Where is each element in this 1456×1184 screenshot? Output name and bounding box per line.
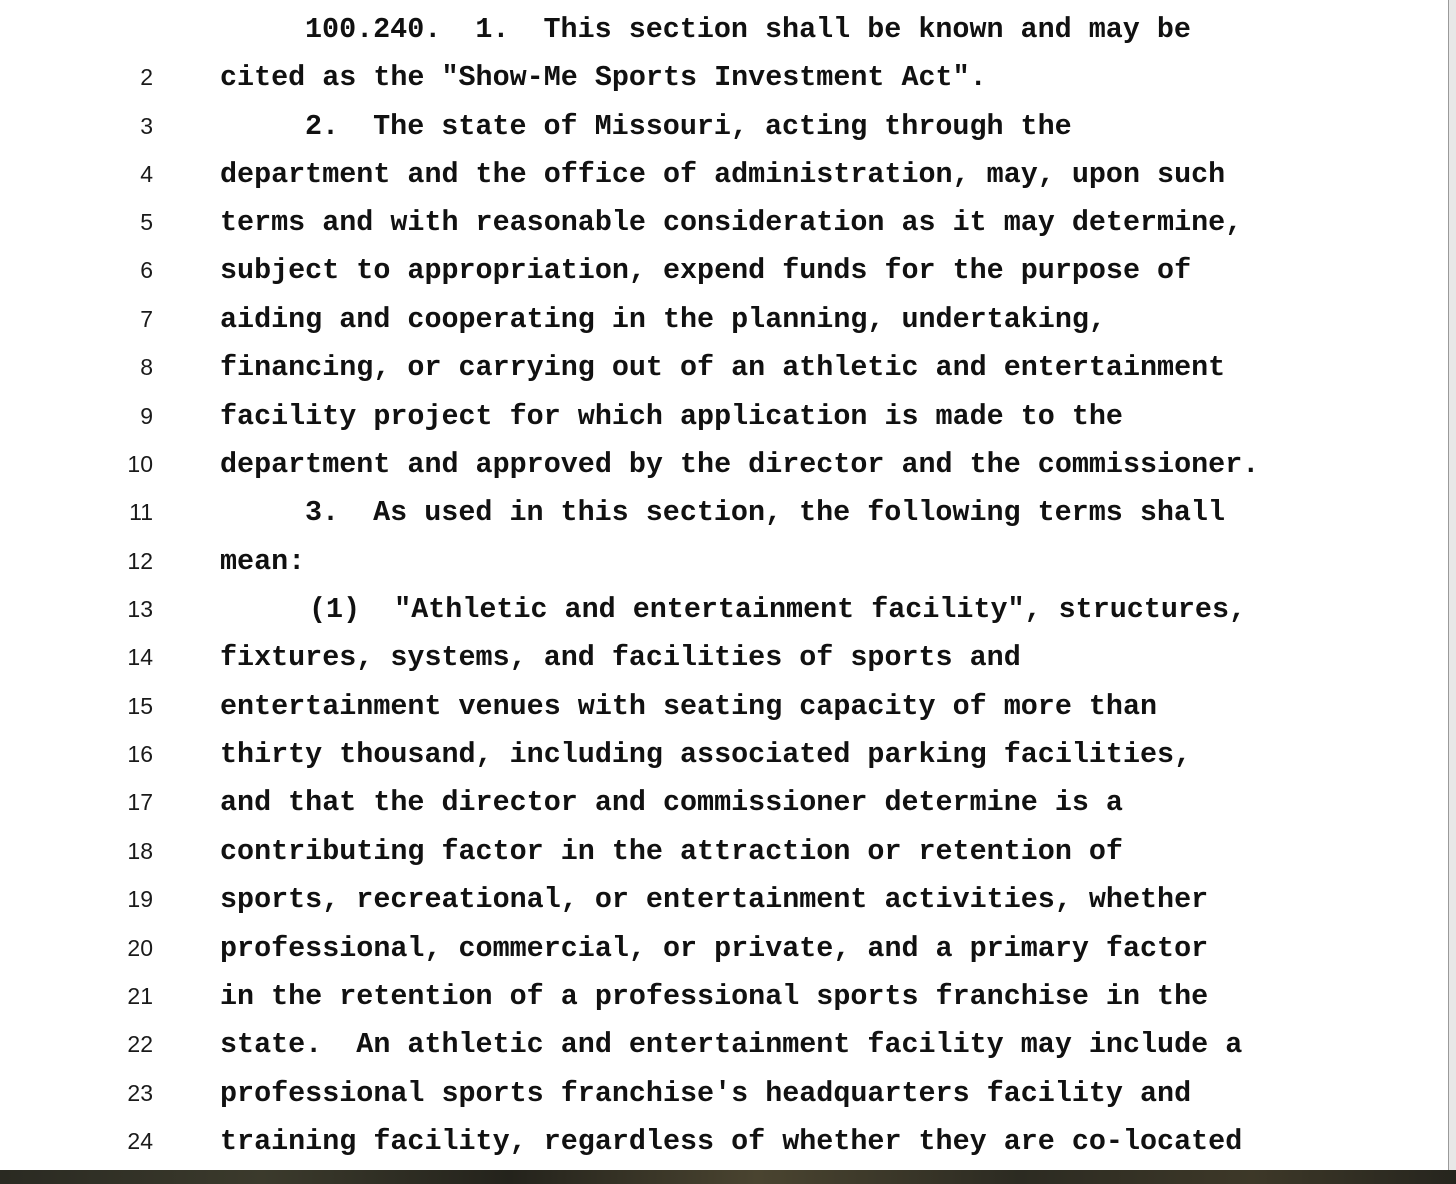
line-number: 18 <box>127 838 153 864</box>
line-number: 17 <box>127 789 153 815</box>
background-strip <box>0 1170 1456 1184</box>
line-number: 19 <box>127 886 153 912</box>
text-line <box>0 4 1440 52</box>
line-number: 15 <box>127 693 153 719</box>
text-line <box>0 923 1440 971</box>
line-number: 22 <box>127 1031 153 1057</box>
line-number: 23 <box>127 1080 153 1106</box>
text-line <box>0 52 1440 100</box>
line-text: subject to appropriation, expend funds for the purpose of <box>220 254 1192 287</box>
text-line <box>0 874 1440 922</box>
line-number: 13 <box>127 596 153 622</box>
line-number: 7 <box>140 306 153 332</box>
line-number: 14 <box>127 644 153 670</box>
line-text: professional sports franchise's headquarters facility and <box>220 1077 1192 1110</box>
line-number: 21 <box>127 983 153 1009</box>
text-line <box>0 777 1440 825</box>
line-text: thirty thousand, including associated parking facilities, <box>220 738 1192 771</box>
line-text: sports, recreational, or entertainment activities, whether <box>220 883 1209 916</box>
line-text: fixtures, systems, and facilities of sports and <box>220 641 1021 674</box>
line-number: 9 <box>140 403 153 429</box>
line-text: state. An athletic and entertainment facility may include a <box>220 1028 1243 1061</box>
line-number: 11 <box>129 499 153 525</box>
line-number: 16 <box>127 741 153 767</box>
page-edge <box>1449 0 1456 1170</box>
line-text: cited as the "Show-Me Sports Investment Act". <box>220 61 987 94</box>
line-text: professional, commercial, or private, and a primary factor <box>220 932 1209 965</box>
text-line <box>0 632 1440 680</box>
line-number: 5 <box>140 209 153 235</box>
text-line <box>0 681 1440 729</box>
line-text: contributing factor in the attraction or retention of <box>220 835 1123 868</box>
text-line <box>0 294 1440 342</box>
line-number: 2 <box>140 64 153 90</box>
text-line <box>0 197 1440 245</box>
line-text: in the retention of a professional sports franchise in the <box>220 980 1209 1013</box>
text-line <box>0 536 1440 584</box>
text-line <box>0 149 1440 197</box>
line-text: 2. The state of Missouri, acting through the <box>305 110 1072 143</box>
line-text: financing, or carrying out of an athletic and entertainment <box>220 351 1226 384</box>
line-text: 100.240. 1. This section shall be known and may be <box>305 13 1191 46</box>
line-text: entertainment venues with seating capacity of more than <box>220 690 1158 723</box>
text-line <box>0 245 1440 293</box>
text-line <box>0 971 1440 1019</box>
text-line <box>0 101 1440 149</box>
text-line <box>0 439 1440 487</box>
line-number: 3 <box>140 113 153 139</box>
text-line <box>0 729 1440 777</box>
line-number: 4 <box>140 161 153 187</box>
line-text: and that the director and commissioner determine is a <box>220 786 1123 819</box>
line-number: 8 <box>140 354 153 380</box>
line-number: 10 <box>127 451 153 477</box>
text-line <box>0 487 1440 535</box>
line-text: department and the office of administration, may, upon such <box>220 158 1226 191</box>
line-text: terms and with reasonable consideration as it may determine, <box>220 206 1243 239</box>
line-text: mean: <box>220 545 306 578</box>
text-line <box>0 342 1440 390</box>
line-number: 6 <box>140 257 153 283</box>
line-text: 3. As used in this section, the following terms shall <box>305 496 1226 529</box>
line-number: 20 <box>127 935 153 961</box>
text-line <box>0 584 1440 632</box>
line-text: aiding and cooperating in the planning, undertaking, <box>220 303 1106 336</box>
text-line <box>0 1116 1440 1164</box>
line-text: training facility, regardless of whether they are co-located <box>220 1125 1243 1158</box>
text-line <box>0 1068 1440 1116</box>
text-line <box>0 1019 1440 1067</box>
line-text: facility project for which application is made to the <box>220 400 1123 433</box>
text-line <box>0 391 1440 439</box>
line-text: (1) "Athletic and entertainment facility", structures, <box>309 593 1247 626</box>
line-number: 12 <box>127 548 153 574</box>
text-line <box>0 826 1440 874</box>
line-text: department and approved by the director and the commissioner. <box>220 448 1260 481</box>
line-number: 24 <box>127 1128 153 1154</box>
